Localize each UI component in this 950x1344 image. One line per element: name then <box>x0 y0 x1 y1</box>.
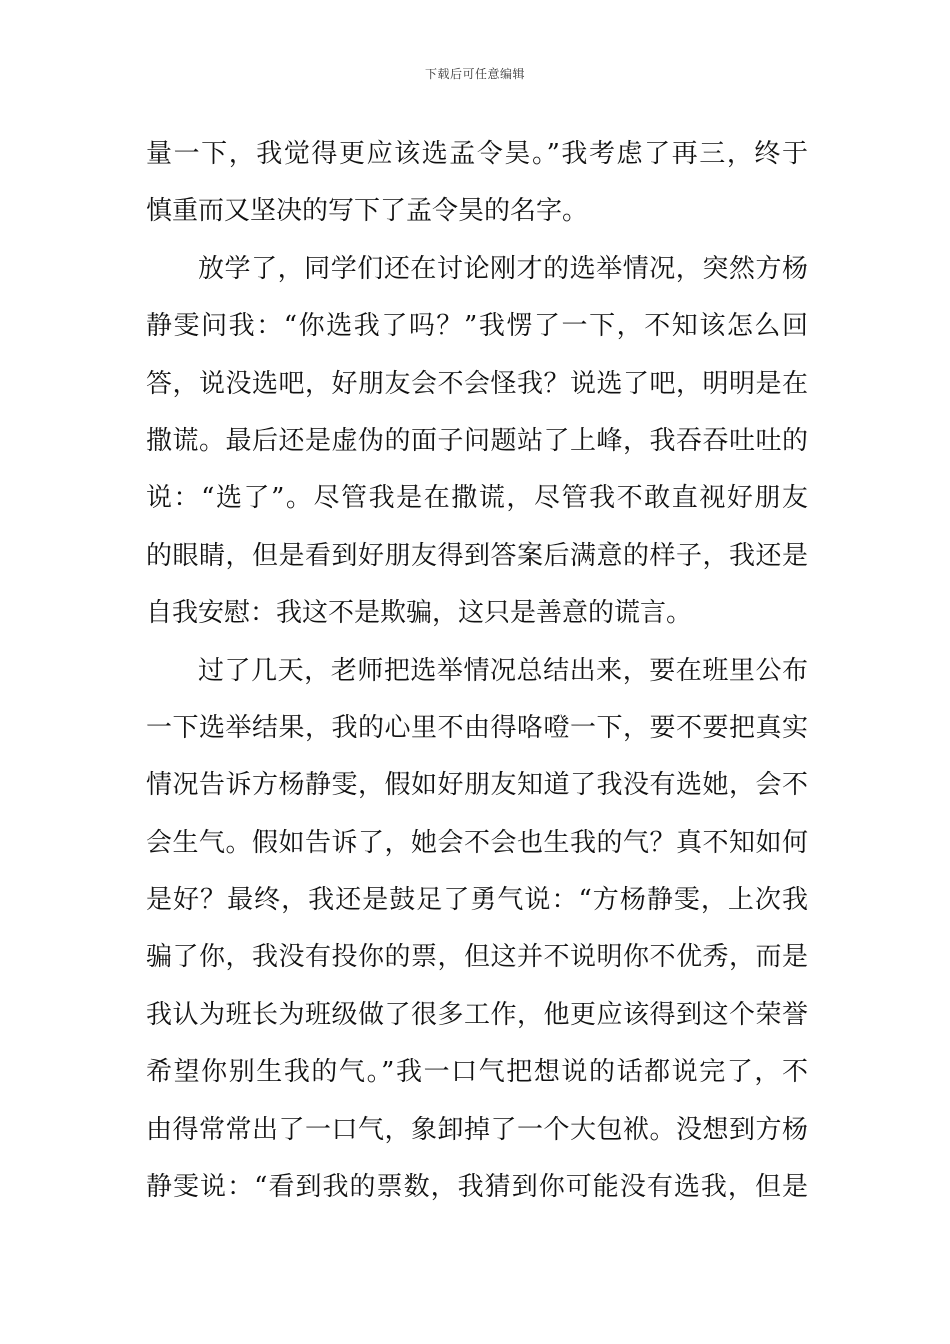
text-line: 量一下，我觉得更应该选孟令昊。”我考虑了再三，终于 <box>146 139 808 169</box>
text-line: 撒谎。最后还是虚伪的面子问题站了上峰，我吞吞吐吐的 <box>146 425 808 456</box>
text-line: 慎重而又坚决的写下了孟令昊的名字。 <box>146 196 589 227</box>
text-line: 的眼睛，但是看到好朋友得到答案后满意的样子，我还是 <box>146 540 808 571</box>
text-line: 过了几天，老师把选举情况总结出来，要在班里公布 <box>198 655 808 686</box>
text-line: 说：“选了”。尽管我是在撒谎，尽管我不敢直视好朋友 <box>146 483 808 514</box>
page-header: 下载后可任意编辑 <box>424 67 525 81</box>
text-line: 静雯问我：“你选我了吗？”我愣了一下，不知该怎么回 <box>146 311 808 342</box>
text-line: 静雯说：“看到我的票数，我猜到你可能没有选我，但是 <box>146 1172 808 1203</box>
text-line: 我认为班长为班级做了很多工作，他更应该得到这个荣誉 <box>146 999 808 1030</box>
text-line: 由得常常出了一口气，象卸掉了一个大包袱。没想到方杨 <box>146 1114 808 1145</box>
text-line: 一下选举结果，我的心里不由得咯噔一下，要不要把真实 <box>146 712 808 743</box>
body-text <box>146 126 808 1216</box>
text-line: 放学了，同学们还在讨论刚才的选举情况，突然方杨 <box>198 253 808 284</box>
text-line: 情况告诉方杨静雯，假如好朋友知道了我没有选她，会不 <box>146 770 808 801</box>
text-line: 会生气。假如告诉了，她会不会也生我的气？真不知如何 <box>146 827 808 858</box>
text-line: 希望你别生我的气。”我一口气把想说的话都说完了，不 <box>146 1057 808 1088</box>
text-line: 答，说没选吧，好朋友会不会怪我？说选了吧，明明是在 <box>146 368 808 399</box>
text-line: 自我安慰：我这不是欺骗，这只是善意的谎言。 <box>146 598 693 629</box>
text-line: 骗了你，我没有投你的票，但这并不说明你不优秀，而是 <box>146 942 808 973</box>
text-line: 是好？最终，我还是鼓足了勇气说：“方杨静雯，上次我 <box>146 885 808 916</box>
